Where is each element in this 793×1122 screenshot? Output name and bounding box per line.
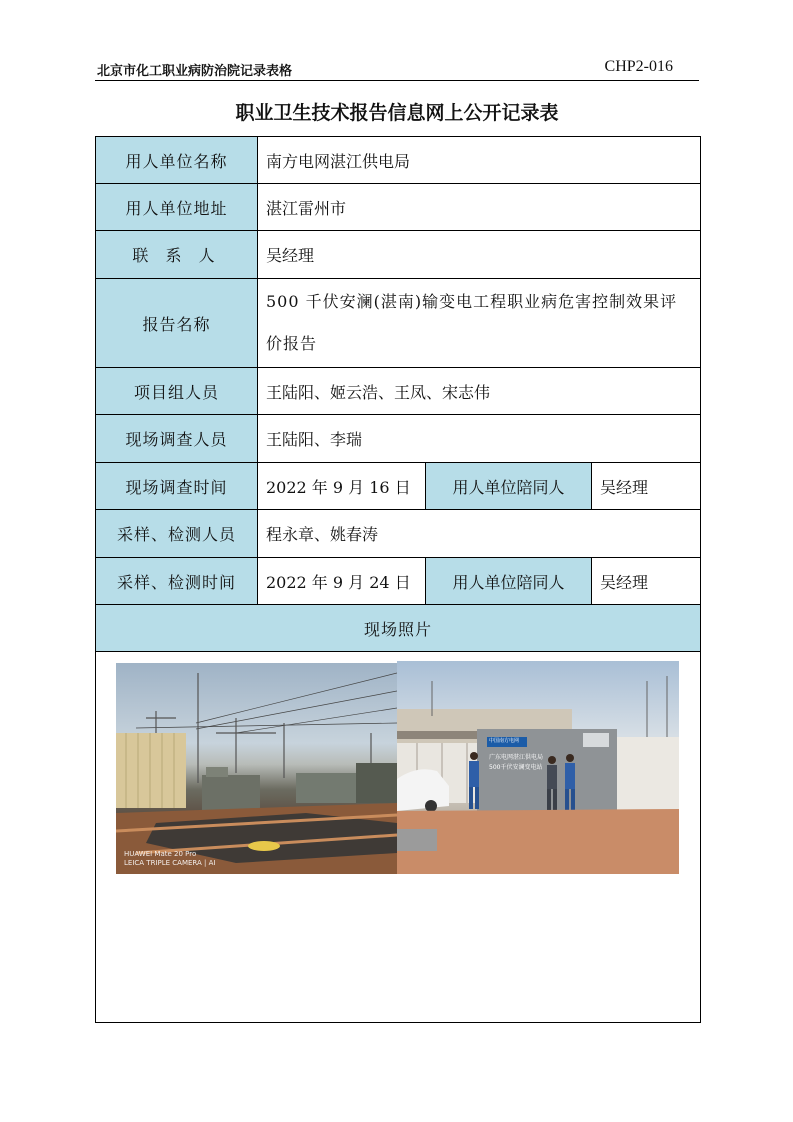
record-table: [95, 136, 701, 1023]
row-site-investigators: [96, 415, 701, 463]
label-companion-1: 用人单位陪同人: [426, 463, 592, 510]
row-project-members: [96, 368, 701, 415]
label-site-investigation-time: 现场调查时间: [96, 463, 258, 510]
sign-text-1: 中国南方电网: [489, 738, 520, 744]
photos-cell: [96, 652, 701, 1023]
row-sampling-time: [96, 558, 701, 605]
value-companion-1: 吴经理: [592, 463, 701, 510]
value-employer-name: 南方电网湛江供电局: [258, 137, 701, 184]
value-companion-2: 吴经理: [592, 558, 701, 605]
watermark-line-2: LEICA TRIPLE CAMERA | AI: [124, 859, 216, 867]
label-companion-2: 用人单位陪同人: [426, 558, 592, 605]
form-code: CHP2-016: [604, 58, 673, 75]
entrance-photo: [397, 661, 679, 874]
value-sampling-time: 2022 年 9 月 24 日: [258, 558, 426, 605]
value-contact: 吴经理: [258, 231, 701, 279]
watermark-line-1: HUAWEI Mate 20 Pro: [124, 850, 197, 858]
value-sampling-staff: 程永章、姚春涛: [258, 510, 701, 558]
header-divider: [95, 80, 699, 81]
value-report-name: 500 千伏安澜(湛南)输变电工程职业病危害控制效果评价报告: [258, 279, 701, 368]
row-employer-name: [96, 137, 701, 184]
row-report-name: [96, 279, 701, 368]
row-employer-address: [96, 184, 701, 231]
label-sampling-staff: 采样、检测人员: [96, 510, 258, 558]
sign-text-3: 500千伏安澜变电站: [489, 764, 543, 771]
label-site-investigators: 现场调查人员: [96, 415, 258, 463]
label-contact: 联 系 人: [96, 231, 258, 279]
label-sampling-time: 采样、检测时间: [96, 558, 258, 605]
label-site-photos: 现场照片: [96, 605, 701, 652]
value-site-investigation-time: 2022 年 9 月 16 日: [258, 463, 426, 510]
row-site-photos-header: [96, 605, 701, 652]
row-sampling-staff: [96, 510, 701, 558]
camera-watermark: [124, 850, 215, 868]
row-contact: [96, 231, 701, 279]
value-site-investigators: 王陆阳、李瑞: [258, 415, 701, 463]
sign-text-2: 广东电网湛江供电局: [489, 754, 544, 761]
label-employer-address: 用人单位地址: [96, 184, 258, 231]
substation-photo: [116, 663, 397, 874]
row-site-investigation-time: [96, 463, 701, 510]
label-project-members: 项目组人员: [96, 368, 258, 415]
value-project-members: 王陆阳、姬云浩、王凤、宋志伟: [258, 368, 701, 415]
row-site-photos: [96, 652, 701, 1023]
label-report-name: 报告名称: [96, 279, 258, 368]
substation-photo-graphic: [116, 663, 397, 874]
label-employer-name: 用人单位名称: [96, 137, 258, 184]
page-title: 职业卫生技术报告信息网上公开记录表: [235, 102, 559, 124]
organization-name: 北京市化工职业病防治院记录表格: [97, 64, 293, 79]
value-employer-address: 湛江雷州市: [258, 184, 701, 231]
